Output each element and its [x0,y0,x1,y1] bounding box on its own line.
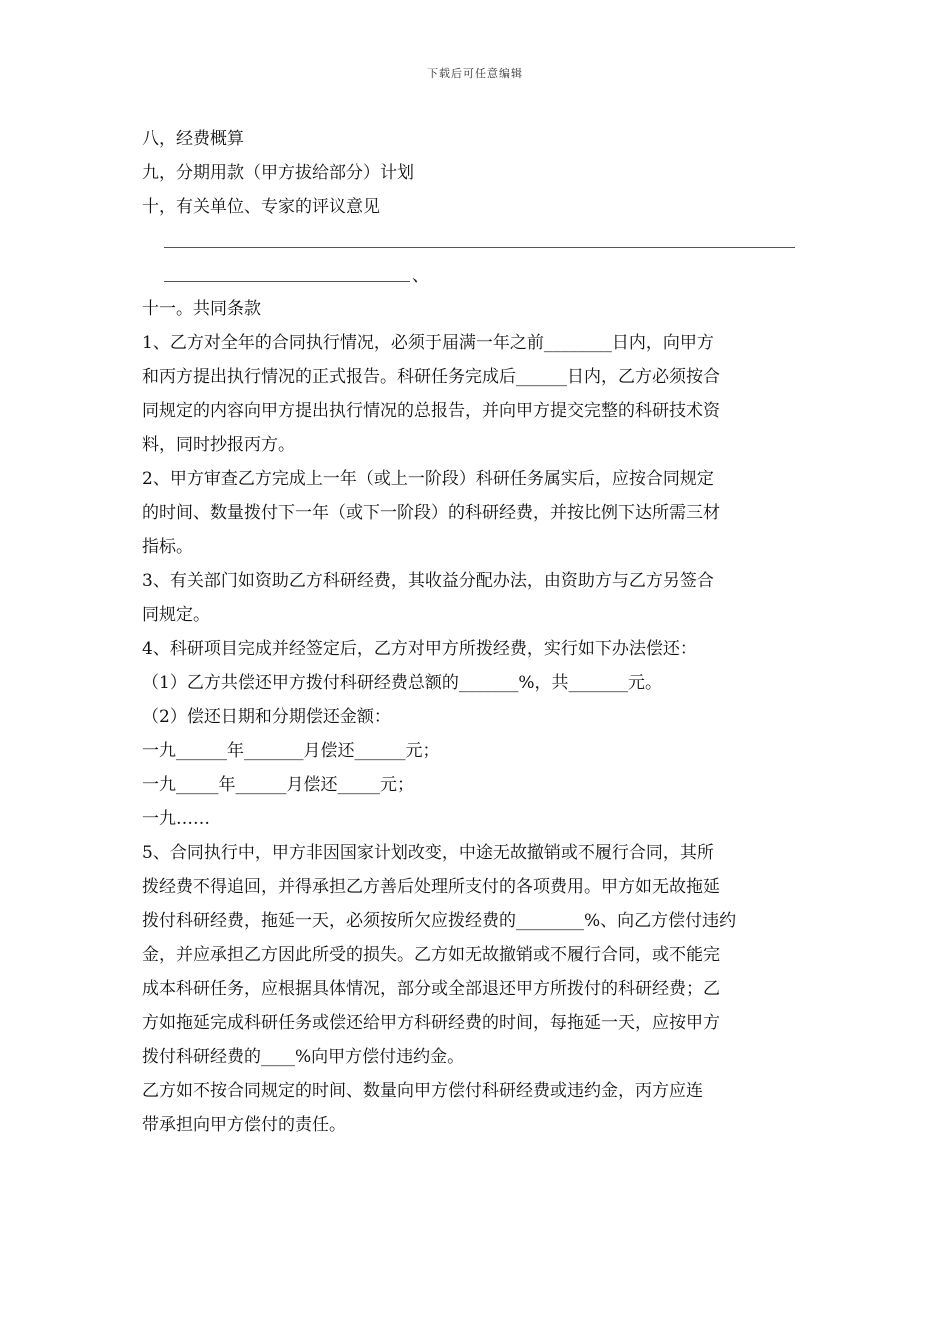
section-11-heading: 十一。共同条款 [142,299,261,319]
page-header-note: 下载后可任意编辑 [427,67,523,80]
paragraph-line: 拨经费不得追回，并得承担乙方善后处理所支付的各项费用。甲方如无故拖延 [142,877,720,897]
blank-line-full [142,224,808,258]
clause-4 [142,632,808,836]
paragraph-line: 成本科研任务，应根据具体情况，部分或全部退还甲方所拨付的科研经费；乙 [142,979,720,999]
paragraph-line: 指标。 [142,537,193,557]
paragraph-line: 拨付科研经费的____%向甲方偿付违约金。 [142,1047,465,1067]
paragraph-line: 2、甲方审查乙方完成上一年（或上一阶段）科研任务属实后，应按合同规定 [142,469,714,489]
paragraph-line: 同规定的内容向甲方提出执行情况的总报告，并向甲方提交完整的科研技术资 [142,401,720,421]
clause-3 [142,564,808,632]
clause-1 [142,326,808,462]
section-10-heading: 十，有关单位、专家的评议意见 [142,197,380,217]
paragraph-line: 拨付科研经费，拖延一天，必须按所欠应拨经费的________%、向乙方偿付违约 [142,911,737,931]
section-9-heading: 九，分期用款（甲方拔给部分）计划 [142,163,414,183]
clause-5 [142,836,808,1074]
document-body [142,122,808,1142]
clause-6 [142,1074,808,1142]
paragraph-line: 3、有关部门如资助乙方科研经费，其收益分配办法，由资助方与乙方另签合 [142,571,714,591]
paragraph-line: 和丙方提出执行情况的正式报告。科研任务完成后______日内，乙方必须按合 [142,367,720,387]
paragraph-line: （1）乙方共偿还甲方拨付科研经费总额的_______%，共_______元。 [142,673,662,693]
paragraph-line: 料，同时抄报丙方。 [142,435,295,455]
paragraph-line: 的时间、数量拨付下一年（或下一阶段）的科研经费，并按比例下达所需三材 [142,503,720,523]
rule-tail-mark: 、 [412,266,429,286]
paragraph-line: 金，并应承担乙方因此所受的损失。乙方如无故撤销或不履行合同，或不能完 [142,945,720,965]
paragraph-line: 5、合同执行中，甲方非因国家计划改变，中途无故撤销或不履行合同，其所 [142,843,714,863]
paragraph-line: （2）偿还日期和分期偿还金额： [142,707,391,727]
section-8-heading: 八，经费概算 [142,129,244,149]
underline-rule [164,247,795,248]
underline-rule [164,281,410,282]
paragraph-line: 一九______年_______月偿还______元； [142,741,440,761]
paragraph-line: 同规定。 [142,605,210,625]
paragraph-line: 乙方如不按合同规定的时间、数量向甲方偿付科研经费或违约金，丙方应连 [142,1081,703,1101]
paragraph-line: 一九_____年______月偿还_____元； [142,775,414,795]
clause-2 [142,462,808,564]
paragraph-line: 1、乙方对全年的合同执行情况，必须于届满一年之前________日内，向甲方 [142,333,714,353]
paragraph-line: 4、科研项目完成并经签定后，乙方对甲方所拨经费，实行如下办法偿还： [142,639,697,659]
paragraph-line: 带承担向甲方偿付的责任。 [142,1115,346,1135]
paragraph-line: 方如拖延完成科研任务或偿还给甲方科研经费的时间，每拖延一天，应按甲方 [142,1013,720,1033]
blank-line-short [142,258,808,292]
paragraph-line: 一九…… [142,809,210,829]
